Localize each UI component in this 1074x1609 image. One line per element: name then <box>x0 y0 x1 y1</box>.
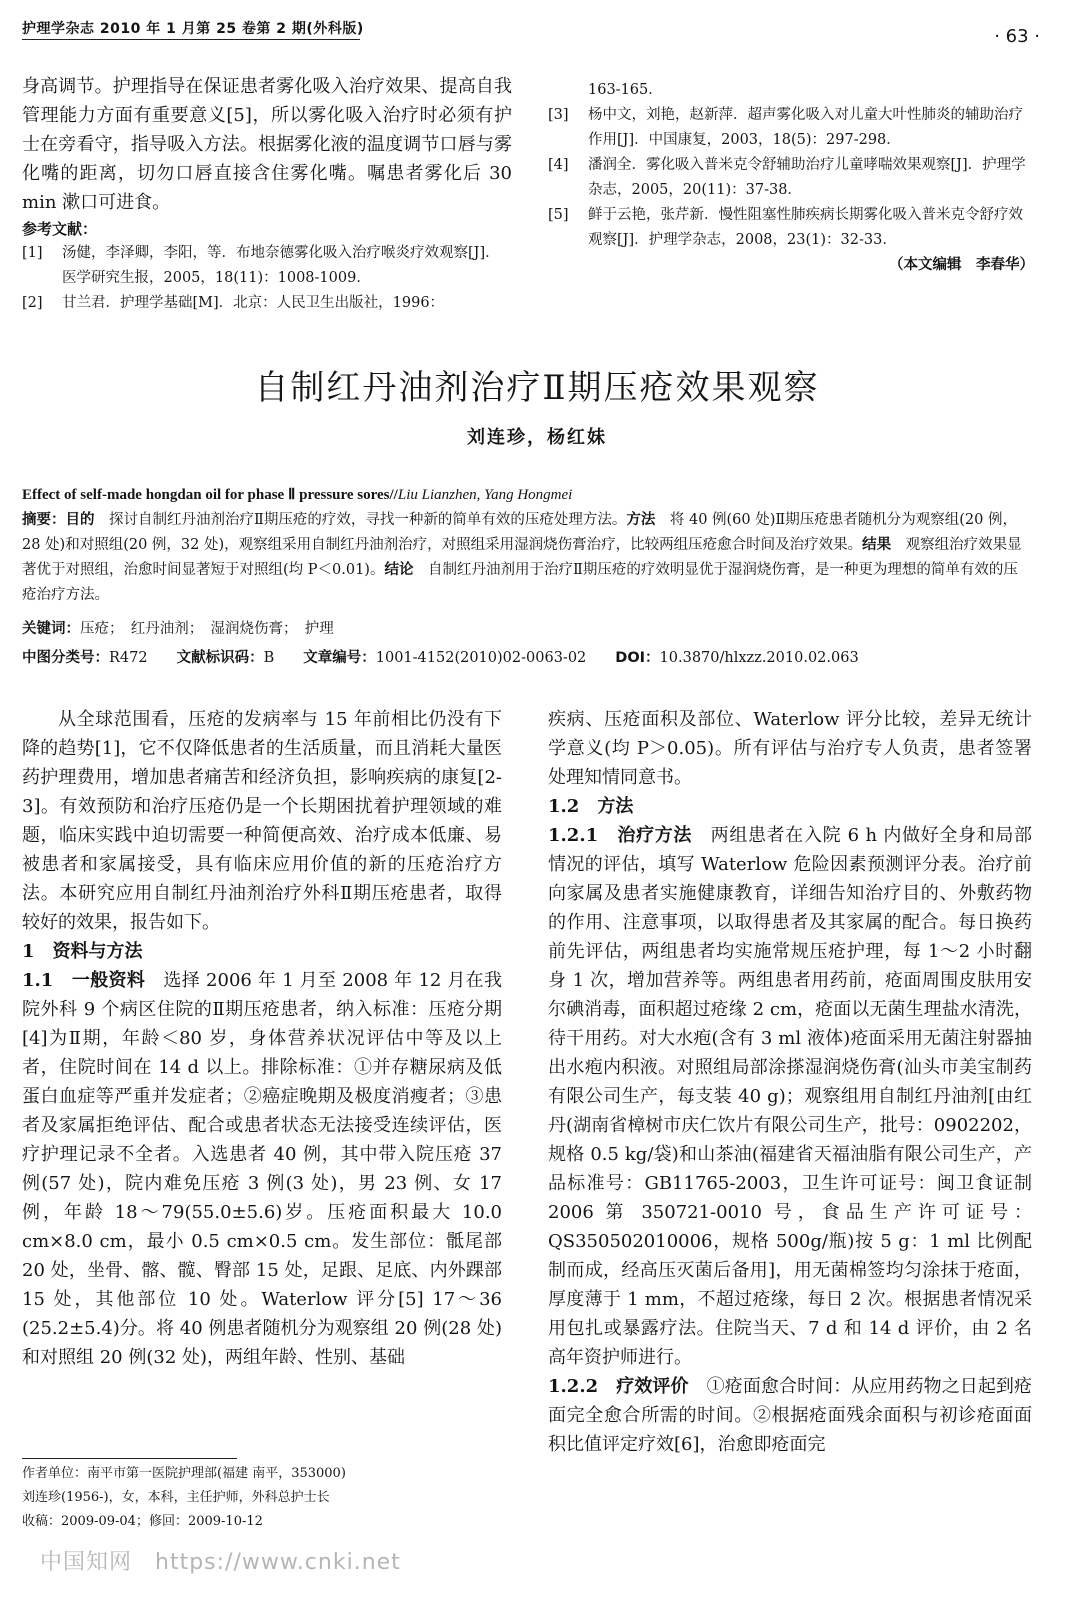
body-left-column <box>22 705 502 1372</box>
subsubsection-paragraph: 1.2.2 疗效评价 ①疮面愈合时间：从应用药物之日起到疮面完全愈合所需的时间。②根据疮面残余面积与初诊疮面面积比值评定疗效[6]，治愈即疮面完 <box>548 1376 1033 1455</box>
prev-article-right <box>548 78 1034 277</box>
reference-item: [1] 汤健，李泽卿，李阳，等．布地奈德雾化吸入治疗喉炎疗效观察[J]．医学研究生报，2005，18(11)：1008-1009． <box>22 245 500 286</box>
reference-item: [5] 鲜于云艳，张芹新．慢性阻塞性肺疾病长期雾化吸入普米克令舒疗效观察[J]．护理学杂志，2008，23(1)：32-33． <box>548 207 1023 248</box>
classification-line: 中图分类号：R472 文献标识码：B 文章编号：1001-4152(2010)02-0063-02 DOI：10.3870/hlxzz.2010.02.063 <box>22 650 859 666</box>
intro-paragraph: 从全球范围看，压疮的发病率与 15 年前相比仍没有下降的趋势[1]，它不仅降低患者的生活质量，而且消耗大量医药护理费用，增加患者痛苦和经济负担，影响疾病的康复[2-3]。有效预防和治疗压疮仍是一个长期困扰着护理领域的难题，临床实践中迫切需要一种简便高效、治疗成本低廉、易被患者和家属接受，具有临床应用价值的新的压疮治疗方法。本研究应用自制红丹油剂治疗外科Ⅱ期压疮患者，取得较好的效果，报告如下。 <box>22 709 502 933</box>
received-dates: 收稿：2009-09-04；修回：2009-10-12 <box>22 1514 263 1529</box>
page-number: · 63 · <box>994 26 1040 47</box>
section-heading: 1 资料与方法 <box>22 941 143 962</box>
footnote <box>22 1462 522 1534</box>
subsubsection-paragraph: 1.2.1 治疗方法 两组患者在入院 6 h 内做好全身和局部情况的评估，填写 Waterlow 危险因素预测评分表。治疗前向家属及患者实施健康教育，详细告知治疗目的、外敷药物的作用、注意事项，以取得患者及其家属的配合。每日换药前先评估，两组患者均实施常规压疮护理，每 1～2 小时翻身 1 次，增加营养等。两组患者用药前，疮面周围皮肤用安尔碘消毒，面积超过疮缘 2 cm，疮面以无菌生理盐水清洗，待干用药。对大水疱(含有 3 ml 液体)疮面采用无菌注射器抽出水疱内积液。对照组局部涂搽湿润烧伤膏(汕头市美宝制药有限公司生产，每支装 40 g)；观察组用自制红丹油剂[由红丹(湖南省樟树市庆仁饮片有限公司生产，批号：0902202，规格 0.5 kg/袋)和山茶油(福建省天福油脂有限公司生产，产品标准号：GB11765-2003，卫生许可证号：闽卫食证制 2006 第 350721-0010 号，食品生产许可证号：QS350502010006，规格 500g/瓶)按 5 g：1 ml 比例配制而成，经高压灭菌后备用]，用无菌棉签均匀涂抹于疮面，厚度薄于 1 mm，不超过疮缘，每日 2 次。根据患者情况采用包扎或暴露疗法。住院当天、7 d 和 14 d 评价，由 2 名高年资护师进行。 <box>548 825 1032 1368</box>
keywords: 关键词：压疮； 红丹油剂； 湿润烧伤膏； 护理 <box>22 621 334 637</box>
references-heading: 参考文献： <box>22 220 98 238</box>
editor-note: （本文编辑 李春华） <box>889 256 1034 273</box>
subsection-heading: 1.2 方法 <box>548 796 634 817</box>
running-header: 护理学杂志 2010 年 1 月第 25 卷第 2 期(外科版) <box>22 21 364 37</box>
subsection-paragraph: 1.1 一般资料 选择 2006 年 1 月至 2008 年 12 月在我院外科 9 个病区住院的Ⅱ期压疮患者，纳入标准：压疮分期[4]为Ⅱ期，年龄＜80 岁，身体营养状况评估中等及以上者，住院时间在 14 d 以上。排除标准：①并存糖尿病及低蛋白血症等严重并发症者；②癌症晚期及极度消瘦者；③患者及家属拒绝评估、配合或患者状态无法接受连续评估，医疗护理记录不全者。入选患者 40 例，其中带入院压疮 37 例(57 处)，院内难免压疮 3 例(3 处)，男 23 例、女 17 例，年龄 18～79(55.0±5.6)岁。压疮面积最大 10.0 cm×8.0 cm，最小 0.5 cm×0.5 cm。发生部位：骶尾部 20 处，坐骨、髂、髋、臀部 15 处，足跟、足底、内外踝部 15 处，其他部位 10 处。Waterlow 评分[5] 17～36 (25.2±5.4)分。将 40 例患者随机分为观察组 20 例(28 处)和对照组 20 例(32 处)，两组年龄、性别、基础 <box>22 970 502 1368</box>
reference-2-tail: 163-165． <box>588 82 663 98</box>
prev-article-left <box>22 72 512 316</box>
reference-item: [3] 杨中文，刘艳，赵新萍．超声雾化吸入对儿童大叶性肺炎的辅助治疗作用[J]．中国康复，2003，18(5)：297-298． <box>548 107 1023 148</box>
paragraph-continued: 疾病、压疮面积及部位、Waterlow 评分比较，差异无统计学意义(均 P＞0.05)。所有评估与治疗专人负责，患者签署处理知情同意书。 <box>548 709 1032 788</box>
body-right-column <box>548 705 1032 1459</box>
author-bio: 刘连珍(1956-)，女，本科，主任护师，外科总护士长 <box>22 1490 330 1505</box>
author-unit: 作者单位：南平市第一医院护理部(福建 南平，353000) <box>22 1466 346 1481</box>
reference-item: [2] 甘兰君．护理学基础[M]．北京：人民卫生出版社，1996： <box>22 291 512 316</box>
article-authors: 刘连珍，杨红妹 <box>467 427 607 448</box>
reference-item: [4] 潘润全．雾化吸入普米克令舒辅助治疗儿童哮喘效果观察[J]．护理学杂志，2005，20(11)：37-38． <box>548 157 1026 198</box>
header-rule <box>22 39 360 40</box>
english-title: Effect of self-made hongdan oil for phase Ⅱ pressure sores//Liu Lianzhen, Yang Hongmei <box>22 487 573 503</box>
watermark: 中国知网 https://www.cnki.net <box>40 1550 401 1575</box>
article-title: 自制红丹油剂治疗Ⅱ期压疮效果观察 <box>254 368 820 408</box>
abstract: 摘要：目的 探讨自制红丹油剂治疗Ⅱ期压疮的疗效，寻找一种新的简单有效的压疮处理方法。方法 将 40 例(60 处)Ⅱ期压疮患者随机分为观察组(20 例，28 处)和对照组(20 例，32 处)，观察组采用自制红丹油剂治疗，对照组采用湿润烧伤膏治疗，比较两组压疮愈合时间及治疗效果。结果 观察组治疗效果显著优于对照组，治愈时间显著短于对照组(均 P＜0.01)。结论 自制红丹油剂用于治疗Ⅱ期压疮的疗效明显优于湿润烧伤膏，是一种更为理想的简单有效的压疮治疗方法。 <box>22 512 1022 603</box>
prev-article-text: 身高调节。护理指导在保证患者雾化吸入治疗效果、提高自我管理能力方面有重要意义[5]，所以雾化吸入治疗时必须有护士在旁看守，指导吸入方法。根据雾化液的温度调节口唇与雾化嘴的距离，切勿口唇直接含住雾化嘴。嘱患者雾化后 30 min 漱口可进食。 <box>22 76 512 213</box>
footnote-rule <box>22 1458 237 1459</box>
reference-2-head: 甘兰君．护理学基础[M]．北京：人民卫生出版社，1996： <box>62 295 445 311</box>
